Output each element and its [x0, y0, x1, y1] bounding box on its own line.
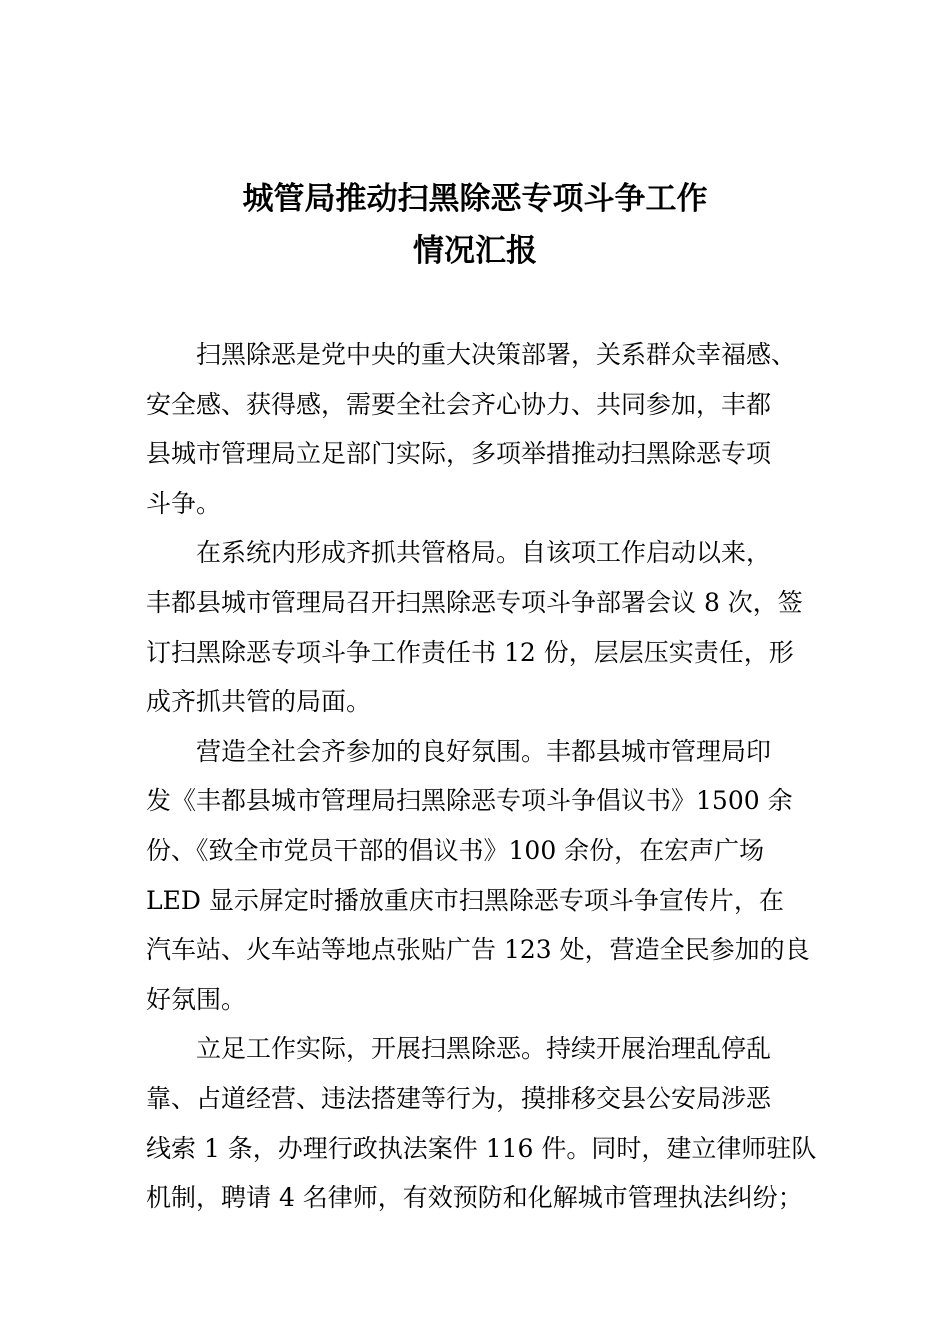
body-line: 在系统内形成齐抓共管格局。自该项工作启动以来，	[196, 538, 772, 568]
body-line: 订扫黑除恶专项斗争工作责任书 12 份，层层压实责任，形	[146, 637, 794, 667]
body-line: 好氛围。	[146, 984, 247, 1014]
body-line: 成齐抓共管的局面。	[146, 687, 372, 717]
document-title-line2: 情况汇报	[413, 233, 537, 269]
body-line: 线索 1 条，办理行政执法案件 116 件。同时，建立律师驻队	[146, 1133, 817, 1163]
body-line: 汽车站、火车站等地点张贴广告 123 处，营造全民参加的良	[146, 935, 810, 965]
document-body	[146, 330, 817, 1223]
body-line: 营造全社会齐参加的良好氛围。丰都县城市管理局印	[196, 736, 772, 766]
body-line: 扫黑除恶是党中央的重大决策部署，关系群众幸福感、	[196, 340, 797, 369]
body-line: 份、《致全市党员干部的倡议书》100 余份，在宏声广场	[146, 835, 765, 865]
body-line: 安全感、获得感，需要全社会齐心协力、共同参加，丰都	[146, 389, 772, 419]
body-line: 发《丰都县城市管理局扫黑除恶专项斗争倡议书》1500 余	[146, 786, 793, 816]
body-line: 县城市管理局立足部门实际，多项举措推动扫黑除恶专项	[146, 439, 772, 469]
body-line: 立足工作实际，开展扫黑除恶。持续开展治理乱停乱	[196, 1034, 772, 1064]
body-line: 丰都县城市管理局召开扫黑除恶专项斗争部署会议 8 次，签	[146, 587, 803, 617]
body-line: 靠、占道经营、违法搭建等行为，摸排移交县公安局涉恶	[146, 1083, 772, 1113]
body-line: 斗争。	[146, 488, 222, 518]
body-line: LED 显示屏定时播放重庆市扫黑除恶专项斗争宣传片，在	[146, 885, 784, 915]
document-title-line1: 城管局推动扫黑除恶专项斗争工作	[242, 181, 708, 217]
body-line: 机制，聘请 4 名律师，有效预防和化解城市管理执法纠纷；	[146, 1183, 803, 1213]
